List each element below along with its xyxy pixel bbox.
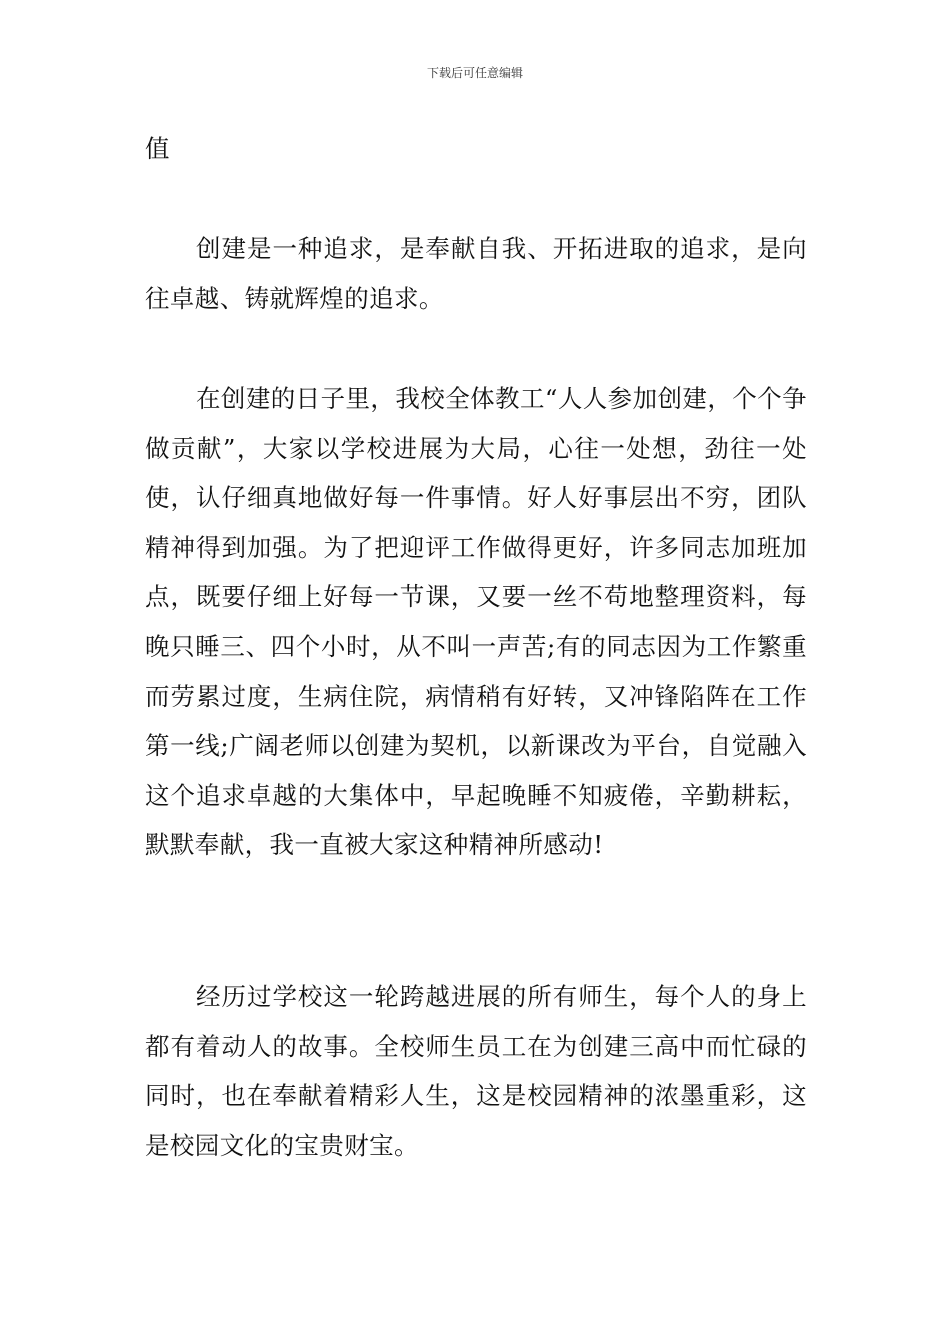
paragraph-pursuit: 创建是一种追求，是奉献自我、开拓进取的追求，是向往卓越、铸就辉煌的追求。 [145, 234, 807, 313]
paragraph-staff-dedication: 在创建的日子里，我校全体教工“人人参加创建，个个争做贡献”，大家以学校进展为大局，心往一处想，劲往一处使，认仔细真地做好每一件事情。好人好事层出不穷，团队精神得到加强。为了把迎评工作做得更好，许多同志加班加点，既要仔细上好每一节课，又要一丝不苟地整理资料，每晚只睡三、四个小时，从不叫一声苦;有的同志因为工作繁重而劳累过度，生病住院，病情稍有好转，又冲锋陷阵在工作第一线;广阔老师以创建为契机，以新课改为平台，自觉融入这个追求卓越的大集体中，早起晚睡不知疲倦，辛勤耕耘，默默奉献，我一直被大家这种精神所感动! [145, 384, 807, 860]
paragraph-continuation: 值 [145, 134, 170, 163]
paragraph-school-stories: 经历过学校这一轮跨越进展的所有师生，每个人的身上都有着动人的故事。全校师生员工在为创建三高中而忙碌的同时，也在奉献着精彩人生，这是校园精神的浓墨重彩，这是校园文化的宝贵财宝。 [145, 982, 807, 1160]
page-header-note: 下载后可任意编辑 [426, 66, 523, 80]
